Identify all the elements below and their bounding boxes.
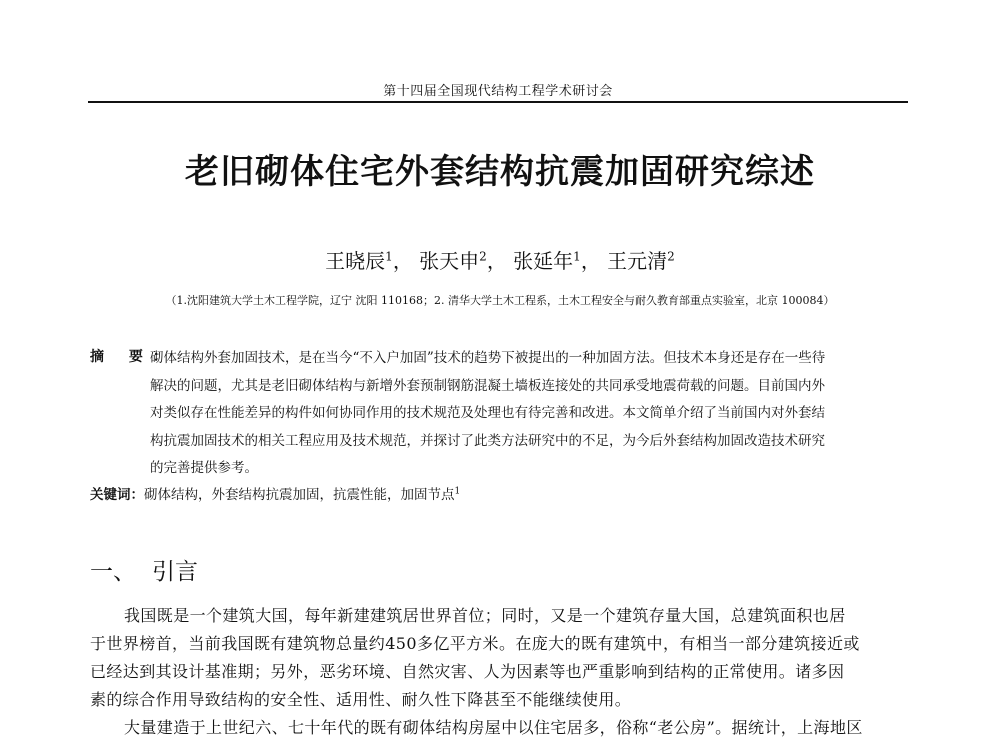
keywords-label: 关键词： xyxy=(90,487,144,503)
section-title: 引言 xyxy=(152,559,198,585)
author-affiliation-mark: 1 xyxy=(573,249,581,264)
abstract-line: 砌体结构外套加固技术，是在当今“不入户加固”技术的趋势下被提出的一种加固方法。但技术本身还是存在一些待 xyxy=(150,350,826,366)
abstract-line: 对类似存在性能差异的构件如何协同作用的技术规范及处理也有待完善和改进。本文简单介绍了当前国内对外套结 xyxy=(150,405,825,421)
author-affiliation-mark: 2 xyxy=(667,249,675,264)
body-line: 大量建造于上世纪六、七十年代的既有砌体结构房屋中以住宅居多，俗称“老公房”。据统计，上海地区 xyxy=(124,718,863,737)
author-name: 张天申 xyxy=(419,249,480,273)
section-heading xyxy=(90,553,198,586)
author xyxy=(419,249,507,273)
affiliation: （1.沈阳建筑大学土木工程学院，辽宁 沈阳 110168；2. 清华大学土木工程系，土木工程安全与耐久教育部重点实验室，北京 100084） xyxy=(165,294,835,307)
abstract-body xyxy=(150,346,920,484)
author-affiliation-mark: 1 xyxy=(385,249,393,264)
author xyxy=(325,249,413,273)
keywords-footnote-mark: 1 xyxy=(454,486,461,497)
body-line: 于世界榜首，当前我国既有建筑物总量约450多亿平方米。在庞大的既有建筑中，有相当一部分建筑接近或 xyxy=(90,634,860,653)
author-list xyxy=(0,245,1000,274)
abstract-line: 的完善提供参考。 xyxy=(150,460,258,476)
header-rule xyxy=(88,101,908,103)
abstract-line: 构抗震加固技术的相关工程应用及技术规范，并探讨了此类方法研究中的不足，为今后外套结构加固改造技术研究 xyxy=(150,432,825,449)
body-line: 素的综合作用导致结构的安全性、适用性、耐久性下降甚至不能继续使用。 xyxy=(90,690,632,709)
author-name: 张延年 xyxy=(513,249,574,273)
author-separator: ， xyxy=(486,249,507,273)
body-line: 已经达到其设计基准期；另外，恶劣环境、自然灾害、人为因素等也严重影响到结构的正常使用。诸多因 xyxy=(90,662,845,681)
keywords xyxy=(90,483,460,503)
body-text xyxy=(90,603,920,743)
conference-header: 第十四届全国现代结构工程学术研讨会 xyxy=(383,84,613,99)
abstract-label: 摘 要： xyxy=(90,349,177,365)
author xyxy=(607,249,675,273)
body-line: 我国既是一个建筑大国，每年新建建筑居世界首位；同时，又是一个建筑存量大国，总建筑面积也居 xyxy=(124,606,846,625)
paper-title: 老旧砌体住宅外套结构抗震加固研究综述 xyxy=(185,152,815,192)
author-name: 王元清 xyxy=(607,249,668,273)
section-number: 一、 xyxy=(90,559,136,585)
author-separator: ， xyxy=(392,249,413,273)
abstract-line: 解决的问题，尤其是老旧砌体结构与新增外套预制钢筋混凝土墙板连接处的共同承受地震荷载的问题。目前国内外 xyxy=(150,377,825,394)
author-name: 王晓辰 xyxy=(325,249,386,273)
author-separator: ， xyxy=(580,249,601,273)
keywords-text: 砌体结构，外套结构抗震加固，抗震性能，加固节点 xyxy=(144,487,455,503)
author-affiliation-mark: 2 xyxy=(479,249,487,264)
author xyxy=(513,249,601,273)
